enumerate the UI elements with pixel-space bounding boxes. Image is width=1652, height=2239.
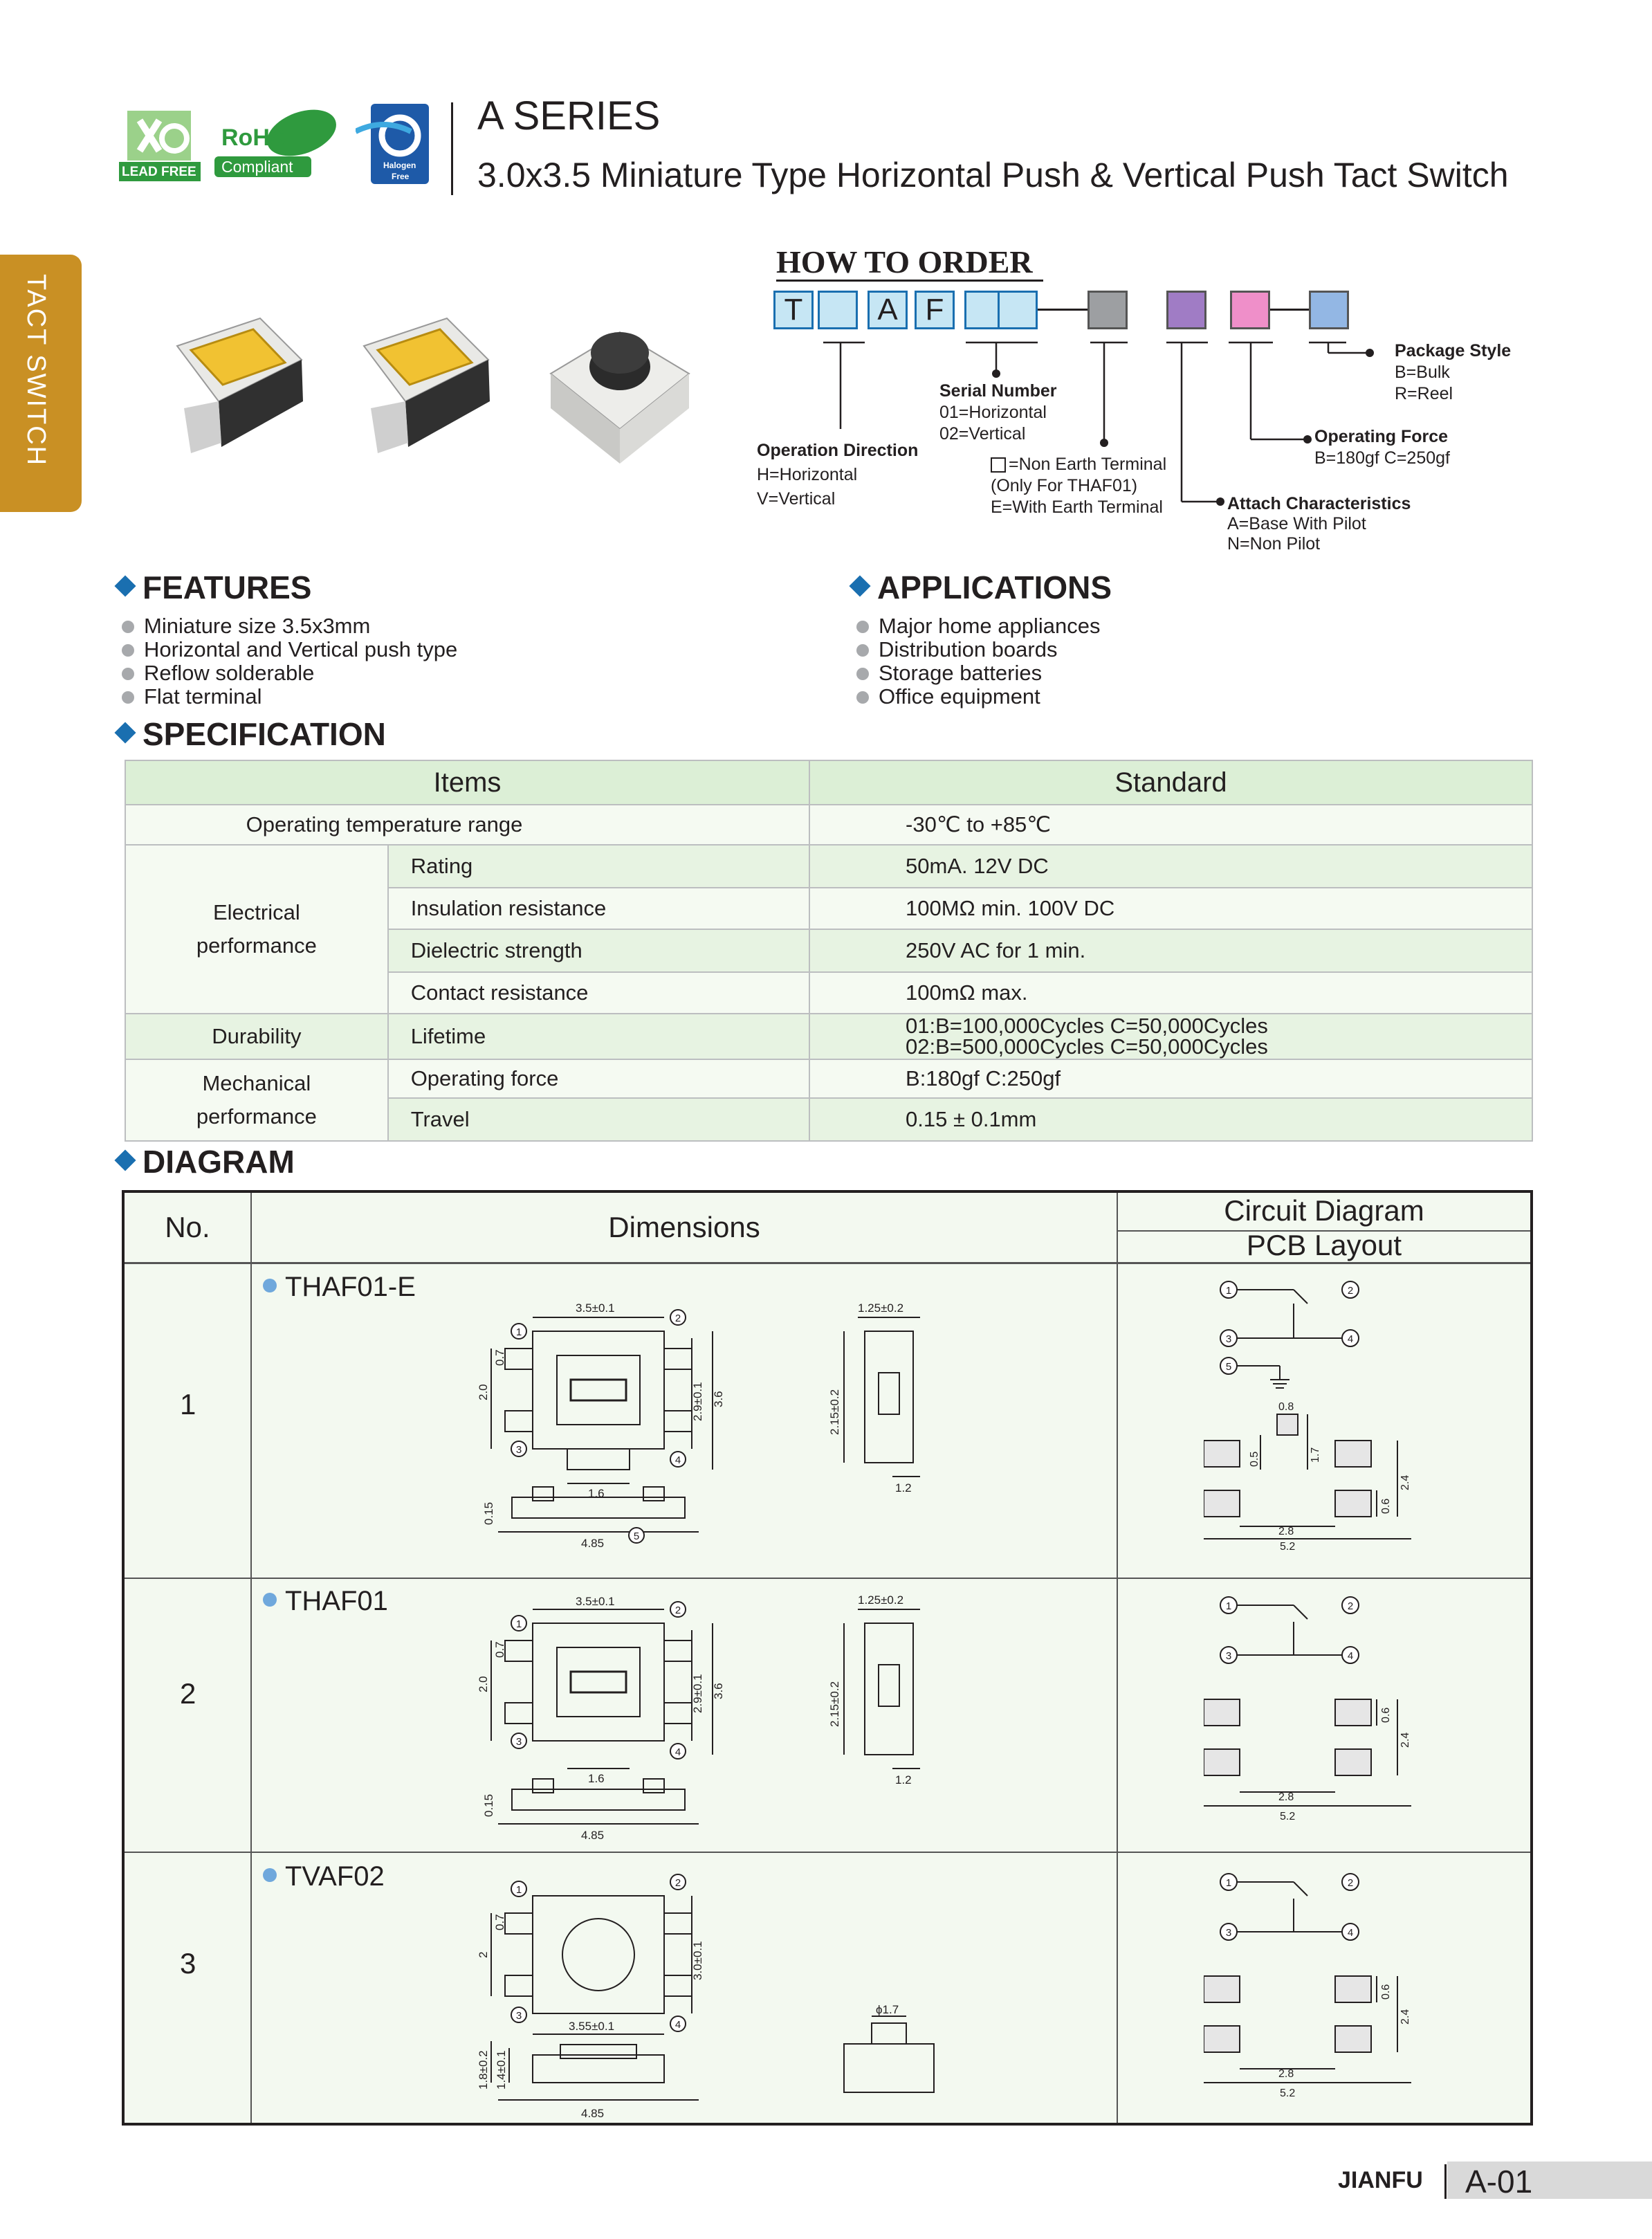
header-items: Items [125, 760, 809, 805]
table-header-row [125, 760, 1532, 805]
checkbox-square-icon [991, 457, 1006, 473]
bullet-icon [856, 691, 869, 704]
operation-direction-title: Operation Direction [757, 441, 919, 460]
circuit-pin-1: 1 [1225, 1600, 1232, 1612]
how-to-order-title: HOW TO ORDER [776, 244, 1033, 280]
pin-3-label: 3 [515, 2010, 522, 2022]
dim-w485: 4.85 [581, 1829, 605, 1842]
diagram-heading [118, 1143, 295, 1180]
bullet-icon [856, 668, 869, 680]
switch-photo-horizontal-2 [364, 318, 490, 453]
dim-label-group [477, 1301, 725, 1550]
pin-1-label: 1 [515, 1884, 522, 1896]
circuit-pin-4: 4 [1347, 1927, 1354, 1939]
applications-item: Storage batteries [879, 661, 1043, 685]
code-connector [1038, 309, 1087, 311]
list-item [122, 685, 457, 709]
package-style-title: Package Style [1395, 341, 1512, 360]
footer-brand: JIANFU [1338, 2167, 1423, 2193]
pcb-dim-52: 5.2 [1280, 2087, 1296, 2099]
circuit-pcb-drawing-1 [1204, 1276, 1494, 1566]
circuit-pin-3: 3 [1225, 1333, 1232, 1345]
model-thaf01-e [263, 1272, 416, 1303]
dim-h29: 2.9±0.1 [691, 1382, 704, 1421]
col-line-1 [250, 1193, 252, 2123]
footer-divider [1444, 2164, 1447, 2199]
header-bottom-line [125, 1262, 1530, 1264]
specification-heading [118, 715, 386, 753]
rohs-text: RoHS [221, 125, 286, 151]
list-item [856, 661, 1101, 685]
halogen-free-logo [356, 104, 429, 184]
col-line-2 [1117, 1193, 1118, 2123]
pin-1-label: 1 [515, 1618, 522, 1630]
model-thaf01 [263, 1586, 388, 1617]
attach-title: Attach Characteristics [1227, 494, 1411, 513]
pin-4-label: 4 [674, 2019, 681, 2031]
row-number-2: 2 [180, 1677, 196, 1710]
applications-item: Office equipment [879, 684, 1040, 709]
model-name: THAF01 [285, 1586, 388, 1616]
pin-4-label: 4 [674, 1746, 681, 1758]
mechanical-group-line1: Mechanical [202, 1071, 311, 1095]
electrical-group [125, 845, 388, 1014]
attach-base: A=Base With Pilot [1227, 514, 1366, 533]
rohs-compliant-text: Compliant [221, 158, 293, 176]
pin-4-label: 4 [674, 1454, 681, 1466]
list-item [122, 661, 457, 685]
bullet-icon [856, 644, 869, 657]
dim-w355: 3.55±0.1 [569, 2020, 615, 2033]
package-style-reel: R=Reel [1395, 384, 1453, 403]
dim-w485: 4.85 [581, 2107, 605, 2120]
bullet-icon [122, 691, 134, 704]
package-style-legend [1395, 340, 1511, 405]
row-number-3: 3 [180, 1947, 196, 1980]
circuit-pcb-drawing-3 [1204, 1868, 1494, 2103]
list-item [122, 638, 457, 661]
dim-w125: 1.25±0.2 [858, 1301, 904, 1315]
mechanical-group-line2: performance [196, 1104, 317, 1128]
row-line-1 [125, 1578, 1530, 1579]
dim-w485: 4.85 [581, 1537, 605, 1550]
lead-free-logo [119, 111, 201, 183]
features-item: Horizontal and Vertical push type [144, 637, 458, 661]
header-divider [451, 102, 453, 195]
dim-w16: 1.6 [588, 1487, 605, 1500]
list-item [856, 614, 1101, 638]
op-temp-item: Operating temperature range [125, 805, 809, 845]
contact-value: 100mΩ max. [809, 972, 1532, 1014]
model-name: TVAF02 [285, 1861, 385, 1892]
page-subtitle: 3.0x3.5 Miniature Type Horizontal Push & Vertical Push Tact Switch [477, 156, 1509, 194]
dielectric-value: 250V AC for 1 min. [809, 929, 1532, 972]
circuit-pin-2: 2 [1347, 1600, 1354, 1612]
features-item: Reflow solderable [144, 661, 315, 685]
dimension-drawing-1 [429, 1290, 844, 1566]
header-pcb: PCB Layout [1246, 1229, 1402, 1261]
bullet-icon [263, 1868, 277, 1882]
row-number-1: 1 [180, 1388, 196, 1420]
diamond-icon [114, 575, 136, 596]
dim-h29: 2.9±0.1 [691, 1674, 704, 1713]
attach-non: N=Non Pilot [1227, 534, 1321, 554]
pin-2-label: 2 [674, 1313, 681, 1324]
bullet-icon [122, 668, 134, 680]
dim-h20: 2.0 [477, 1676, 490, 1692]
side-tab-label: TACT SWITCH [21, 274, 51, 467]
dim-h015: 0.15 [482, 1793, 495, 1817]
applications-list [856, 614, 1101, 709]
page-number [1447, 2162, 1652, 2199]
diamond-icon [849, 575, 870, 596]
dim-w125: 1.25±0.2 [858, 1593, 904, 1607]
code-box-t: T [773, 291, 814, 329]
circuit-pin-4: 4 [1347, 1650, 1354, 1662]
code-box-blank [818, 291, 858, 329]
dim-h07: 0.7 [493, 1349, 506, 1366]
header-standard: Standard [809, 760, 1532, 805]
contact-item: Contact resistance [388, 972, 809, 1014]
dim-h215: 2.15±0.2 [828, 1389, 841, 1435]
header-dimensions: Dimensions [608, 1211, 760, 1243]
serial-number-title: Serial Number [939, 381, 1057, 401]
pcb-dim-52: 5.2 [1280, 1811, 1296, 1822]
lifetime-item: Lifetime [388, 1014, 809, 1059]
page-number-text: A-01 [1465, 2164, 1533, 2200]
model-tvaf02 [263, 1861, 385, 1892]
dim-w35: 3.5±0.1 [576, 1595, 615, 1608]
insulation-item: Insulation resistance [388, 888, 809, 929]
pcb-dim-24: 2.4 [1399, 1732, 1411, 1748]
applications-title: APPLICATIONS [877, 569, 1112, 605]
serial-number-01: 01=Horizontal [939, 403, 1047, 422]
pcb-dim-17: 1.7 [1310, 1447, 1321, 1463]
pin-3-label: 3 [515, 1736, 522, 1748]
list-item [122, 614, 457, 638]
pcb-dim-06: 0.6 [1380, 1984, 1392, 2000]
lead-free-text: LEAD FREE [122, 165, 196, 179]
durability-group: Durability [125, 1014, 388, 1059]
features-item: Miniature size 3.5x3mm [144, 614, 371, 638]
operation-direction-legend [757, 439, 918, 511]
mechanical-group [125, 1059, 388, 1141]
insulation-value: 100MΩ min. 100V DC [809, 888, 1532, 929]
list-item [856, 685, 1101, 709]
earth-terminal-only: (Only For THAF01) [991, 476, 1138, 495]
code-slot-package [1309, 291, 1349, 329]
lifetime-value-1: 01:B=100,000Cycles C=50,000Cycles [906, 1014, 1268, 1038]
travel-item: Travel [388, 1098, 809, 1141]
halogen-text-1: Halogen [383, 161, 416, 170]
table-row [125, 1014, 1532, 1059]
circuit-pin-markers [1220, 1281, 1359, 1374]
switch-photo-horizontal-1 [177, 318, 303, 453]
side-view-drawing-2 [816, 1589, 955, 1796]
side-view-drawing-1 [816, 1290, 955, 1497]
code-slot-force [1230, 291, 1270, 329]
dim-h14: 1.4±0.1 [495, 2050, 508, 2090]
circuit-pin-5: 5 [1225, 1361, 1232, 1373]
bullet-icon [263, 1279, 277, 1292]
applications-heading [852, 569, 1112, 606]
dim-h36: 3.6 [712, 1391, 725, 1407]
pin-1-label: 1 [515, 1326, 522, 1338]
dim-h2: 2 [477, 1951, 490, 1958]
applications-item: Distribution boards [879, 637, 1058, 661]
diamond-icon [114, 722, 136, 743]
dim-w16: 1.6 [588, 1772, 605, 1785]
earth-terminal-non: =Non Earth Terminal [1009, 455, 1167, 474]
pcb-dim-28: 2.8 [1278, 1526, 1294, 1537]
pcb-dim-24: 2.4 [1399, 1474, 1411, 1490]
switch-photo-vertical [551, 332, 689, 464]
op-force-value: B:180gf C:250gf [809, 1059, 1532, 1098]
dim-h07: 0.7 [493, 1641, 506, 1658]
features-heading [118, 569, 312, 606]
circuit-pin-3: 3 [1225, 1927, 1232, 1939]
circuit-pin-4: 4 [1347, 1333, 1354, 1345]
pin-2-label: 2 [674, 1877, 681, 1889]
lifetime-value-2: 02:B=500,000Cycles C=50,000Cycles [906, 1034, 1268, 1059]
circuit-pin-1: 1 [1225, 1285, 1232, 1297]
code-box-serial-2 [998, 291, 1038, 329]
dim-w12: 1.2 [895, 1481, 912, 1495]
bullet-icon [122, 621, 134, 633]
op-temp-value: -30℃ to +85℃ [809, 805, 1532, 845]
code-connector-2 [1270, 309, 1309, 311]
features-title: FEATURES [143, 569, 312, 605]
package-style-bulk: B=Bulk [1395, 363, 1450, 382]
circuit-pin-3: 3 [1225, 1650, 1232, 1662]
rating-item: Rating [388, 845, 809, 888]
series-title: A SERIES [477, 93, 661, 138]
electrical-group-line2: performance [196, 933, 317, 958]
diamond-icon [114, 1149, 136, 1171]
pcb-dim-28: 2.8 [1278, 1791, 1294, 1803]
code-slot-attach [1166, 291, 1206, 329]
dim-w12: 1.2 [895, 1773, 912, 1786]
side-tab [0, 255, 82, 512]
dim-h36: 3.6 [712, 1683, 725, 1699]
serial-number-legend [939, 381, 1057, 445]
pcb-dim-24: 2.4 [1399, 2009, 1411, 2025]
lifetime-value [809, 1014, 1532, 1059]
pcb-dim-05: 0.5 [1249, 1451, 1260, 1467]
diagram-table [122, 1190, 1533, 2126]
earth-terminal-legend [991, 454, 1166, 518]
earth-terminal-with: E=With Earth Terminal [991, 497, 1163, 517]
op-force-item: Operating force [388, 1059, 809, 1098]
pcb-dim-06: 0.6 [1380, 1498, 1392, 1514]
pcb-dim-08: 0.8 [1278, 1401, 1294, 1413]
product-photos [149, 304, 703, 470]
header-no: No. [165, 1211, 210, 1243]
list-item [856, 638, 1101, 661]
how-to-order-underline [776, 280, 1043, 282]
diagram-title: DIAGRAM [143, 1144, 295, 1180]
pcb-dim-52: 5.2 [1280, 1541, 1296, 1553]
travel-value: 0.15 ± 0.1mm [809, 1098, 1532, 1141]
attach-legend [1227, 494, 1411, 554]
header-circuit: Circuit Diagram [1224, 1194, 1424, 1227]
features-list [122, 614, 457, 709]
table-row [125, 845, 1532, 888]
dim-h215: 2.15±0.2 [828, 1681, 841, 1727]
dim-w35: 3.5±0.1 [576, 1301, 615, 1315]
dim-h015: 0.15 [482, 1501, 495, 1525]
pcb-dim-28: 2.8 [1278, 2068, 1294, 2080]
rohs-logo [212, 104, 343, 180]
bullet-icon [122, 644, 134, 657]
pin-2-label: 2 [674, 1605, 681, 1616]
code-box-a: A [868, 291, 908, 329]
pin-3-label: 3 [515, 1444, 522, 1456]
pcb-dim-06: 0.6 [1380, 1707, 1392, 1723]
dim-h18: 1.8±0.2 [477, 2050, 490, 2090]
pin-markers [511, 1310, 686, 1543]
operating-force-values: B=180gf C=250gf [1314, 448, 1450, 468]
dim-h30: 3.0±0.1 [691, 1941, 704, 1980]
operating-force-title: Operating Force [1314, 427, 1449, 446]
halogen-text-2: Free [392, 172, 410, 181]
code-slot-earth [1087, 291, 1128, 329]
circuit-pin-1: 1 [1225, 1877, 1232, 1889]
dimension-drawing-3 [429, 1861, 844, 2124]
operation-direction-h: H=Horizontal [757, 465, 858, 484]
dimension-drawing-2 [429, 1589, 844, 1852]
circuit-pin-2: 2 [1347, 1877, 1354, 1889]
dielectric-item: Dielectric strength [388, 929, 809, 972]
table-row [125, 1059, 1532, 1098]
model-name: THAF01-E [285, 1272, 416, 1302]
specification-table [125, 760, 1533, 1142]
dim-h20: 2.0 [477, 1384, 490, 1400]
features-item: Flat terminal [144, 684, 262, 709]
electrical-group-line1: Electrical [212, 900, 300, 924]
circuit-pin-2: 2 [1347, 1285, 1354, 1297]
specification-title: SPECIFICATION [143, 716, 386, 752]
dim-h07: 0.7 [493, 1914, 506, 1930]
rating-value: 50mA. 12V DC [809, 845, 1532, 888]
circuit-pcb-drawing-2 [1204, 1591, 1494, 1854]
code-box-f: F [915, 291, 955, 329]
dim-d17: ϕ1.7 [876, 2003, 899, 2016]
table-row [125, 805, 1532, 845]
applications-item: Major home appliances [879, 614, 1101, 638]
bullet-icon [263, 1593, 277, 1607]
serial-number-02: 02=Vertical [939, 424, 1026, 444]
bullet-icon [856, 621, 869, 633]
operating-force-legend [1314, 426, 1450, 469]
side-view-drawing-3 [816, 2002, 955, 2113]
operation-direction-v: V=Vertical [757, 489, 836, 509]
pin-5-label: 5 [633, 1530, 640, 1542]
